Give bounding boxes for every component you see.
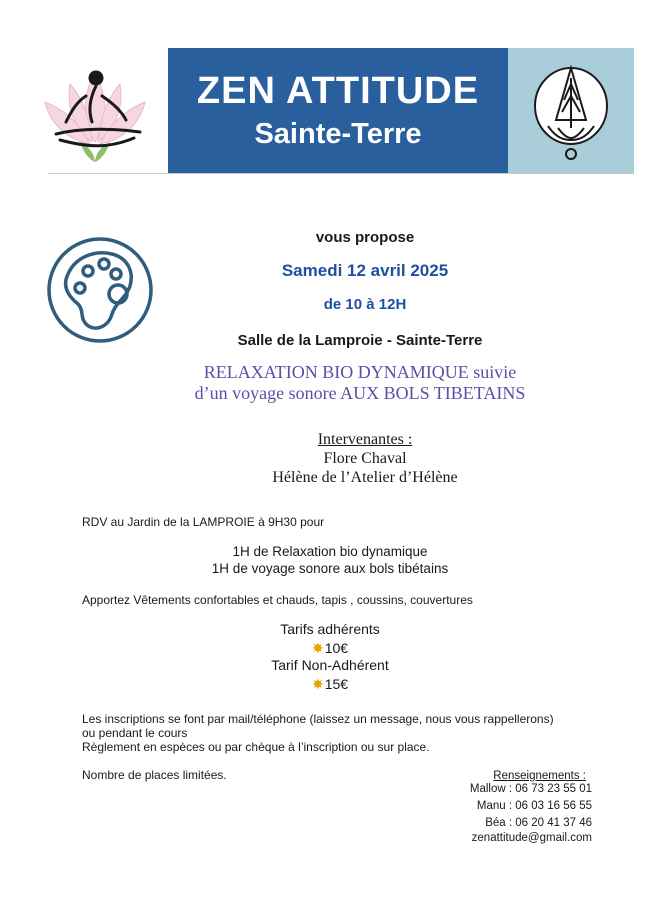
title-block [168, 48, 508, 173]
activity-line-2: d’un voyage sonore AUX BOLS TIBETAINS [194, 383, 526, 403]
speakers-heading: Intervenantes : [317, 431, 413, 448]
registration-info: Les inscriptions se font par mail/téléphone (laissez un message, nous vous rappellerons) [82, 712, 554, 726]
contact-heading: Renseignements : [493, 770, 586, 782]
header-divider [48, 173, 634, 174]
meeting-text: RDV au Jardin de la LAMPROIE à 9H30 pour [82, 515, 325, 529]
meditation-lotus-logo [30, 62, 160, 167]
speaker-name: Flore Chaval [323, 450, 407, 467]
contact-line: Manu : 06 03 16 56 55 [476, 800, 592, 812]
non-member-price-value: 15€ [324, 676, 349, 692]
activity-line-1: RELAXATION BIO DYNAMIQUE suivie [203, 362, 517, 382]
registration-info: ou pendant le cours [82, 726, 188, 740]
speaker-name: Hélène de l’Atelier d’Hélène [272, 469, 458, 486]
member-price-value: 10€ [324, 640, 349, 656]
non-member-price [230, 676, 430, 693]
palette-icon [46, 236, 154, 344]
contact-line: Béa : 06 20 41 37 46 [485, 817, 592, 829]
intro-text: vous propose [315, 229, 415, 246]
bring-text: Apportez Vêtements confortables et chauds, tapis , coussins, couvertures [82, 593, 473, 607]
page-subtitle: Sainte-Terre [254, 118, 422, 150]
limited-places-note: Nombre de places limitées. [82, 768, 227, 782]
program-item: 1H de voyage sonore aux bols tibétains [211, 561, 449, 576]
payment-info: Règlement en espèces ou par chèque à l’inscription ou sur place. [82, 740, 430, 754]
event-venue: Salle de la Lamproie - Sainte-Terre [237, 332, 483, 349]
sparkle-icon: ✸ [311, 640, 324, 656]
member-price [230, 640, 430, 657]
contact-email: zenattitude@gmail.com [471, 832, 592, 844]
tree-emblem-logo [508, 48, 634, 173]
event-date: Samedi 12 avril 2025 [281, 261, 449, 280]
program-item: 1H de Relaxation bio dynamique [232, 544, 428, 559]
non-member-price-label: Tarif Non-Adhérent [271, 657, 389, 673]
contact-line: Mallow : 06 73 23 55 01 [469, 783, 592, 795]
event-activity [140, 362, 580, 404]
page-title: ZEN ATTITUDE [196, 70, 480, 112]
member-price-label: Tarifs adhérents [280, 621, 380, 637]
sparkle-icon: ✸ [311, 676, 324, 692]
event-time: de 10 à 12H [323, 296, 407, 313]
